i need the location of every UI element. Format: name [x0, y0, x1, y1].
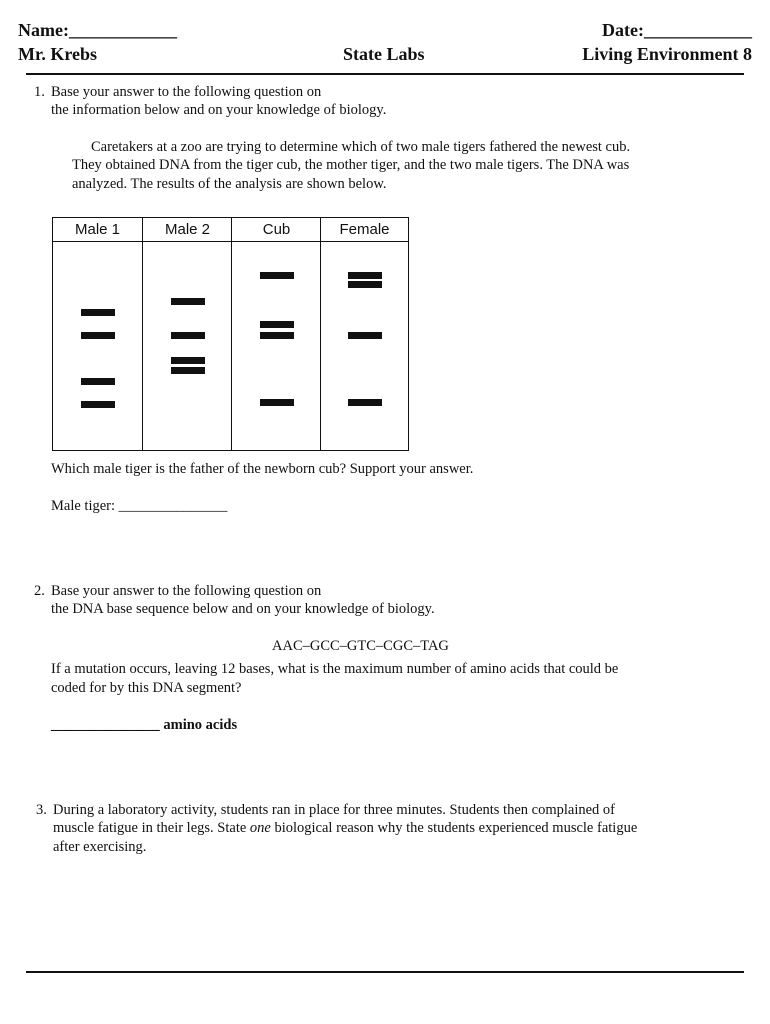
answer-line[interactable]: Male tiger: _______________ [51, 498, 228, 514]
question-number: 2. [34, 583, 45, 599]
dna-band [81, 401, 115, 408]
dna-band [171, 332, 205, 339]
name-field-label: Name:____________ [18, 20, 177, 40]
question-text: During a laboratory activity, students ran in place for three minutes. Students then complained of [53, 802, 615, 818]
question-text [53, 819, 637, 838]
page-title: State Labs [343, 44, 425, 64]
dna-band [260, 321, 294, 328]
dna-band [81, 332, 115, 339]
dna-band [171, 298, 205, 305]
question-intro: the DNA base sequence below and on your knowledge of biology. [51, 601, 435, 617]
question-text-part: biological reason why the students experienced muscle fatigue [270, 820, 638, 836]
question-text: Which male tiger is the father of the newborn cub? Support your answer. [51, 461, 474, 477]
dna-band [348, 332, 382, 339]
dna-band [81, 309, 115, 316]
dna-band [260, 332, 294, 339]
footer-divider [26, 971, 744, 973]
passage-text: Caretakers at a zoo are trying to determine which of two male tigers fathered the newest cub. [91, 139, 631, 155]
answer-blank[interactable]: _______________ [51, 717, 164, 733]
passage-text: analyzed. The results of the analysis are shown below. [72, 176, 387, 192]
question-text: coded for by this DNA segment? [51, 680, 242, 696]
dna-band [348, 272, 382, 279]
gel-lane-female [320, 218, 408, 450]
course-name: Living Environment 8 [582, 44, 752, 64]
passage-text: They obtained DNA from the tiger cub, the mother tiger, and the two male tigers. The DNA was [72, 157, 630, 173]
question-intro: the information below and on your knowledge of biology. [51, 102, 387, 118]
gel-lane-label: Male 2 [143, 218, 232, 242]
dna-band [348, 399, 382, 406]
emphasis-text: one [249, 820, 271, 836]
gel-lane-label: Female [321, 218, 408, 242]
question-text: after exercising. [53, 839, 147, 855]
dna-band [171, 357, 205, 364]
dna-band [260, 399, 294, 406]
answer-line[interactable] [51, 716, 237, 735]
answer-unit: amino acids [163, 717, 238, 733]
dna-sequence: AAC–GCC–GTC–CGC–TAG [272, 638, 449, 654]
gel-lane-label: Cub [232, 218, 321, 242]
gel-lane-male-1 [53, 218, 142, 450]
question-intro: Base your answer to the following question on [51, 583, 322, 599]
date-field-label: Date:____________ [602, 20, 752, 40]
question-intro: Base your answer to the following question on [51, 84, 322, 100]
dna-gel-diagram [52, 217, 409, 451]
teacher-name: Mr. Krebs [18, 44, 97, 64]
gel-lane-label: Male 1 [53, 218, 142, 242]
header-divider [26, 73, 744, 75]
dna-band [81, 378, 115, 385]
dna-band [348, 281, 382, 288]
question-text: If a mutation occurs, leaving 12 bases, what is the maximum number of amino acids that could be [51, 661, 619, 677]
dna-band [260, 272, 294, 279]
dna-band [171, 367, 205, 374]
gel-lane-male-2 [142, 218, 232, 450]
question-text-part: muscle fatigue in their legs. State [53, 820, 250, 836]
question-number: 1. [34, 84, 45, 100]
question-number: 3. [36, 802, 47, 818]
gel-lane-cub [231, 218, 321, 450]
